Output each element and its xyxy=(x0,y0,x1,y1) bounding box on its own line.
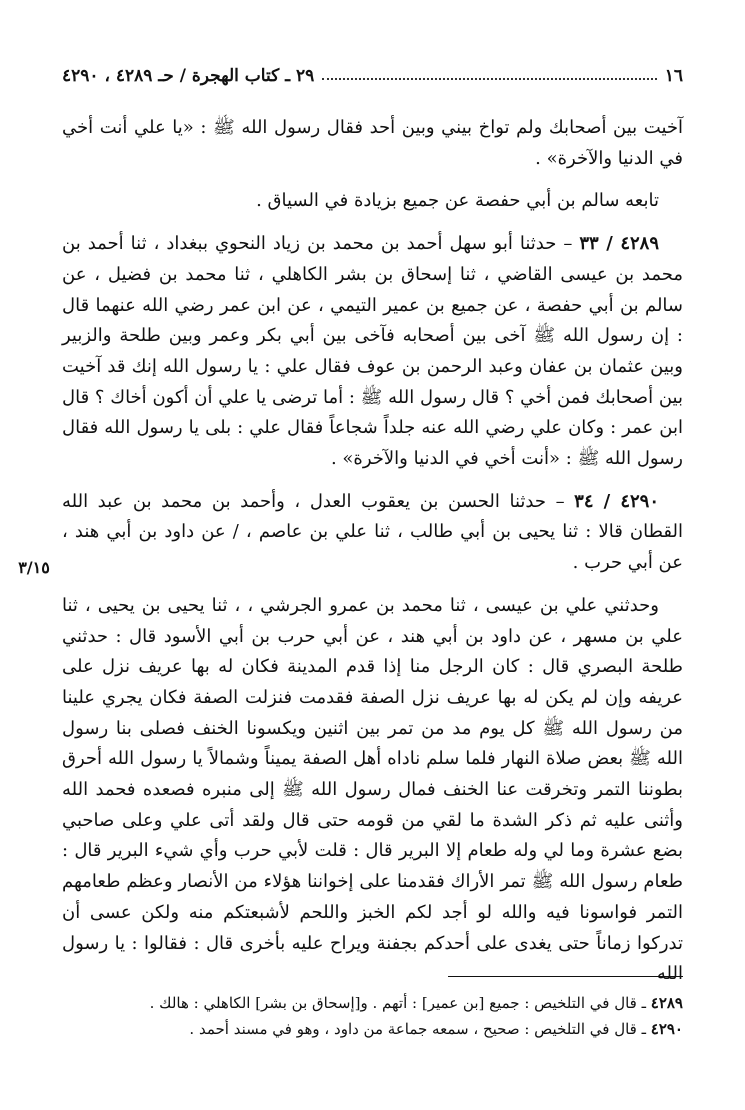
main-text xyxy=(62,113,683,1002)
footnote-text: ـ قال في التلخيص : جميع [بن عمير] : أتهم . و[إسحاق بن بشر] الكاهلي : هالك . xyxy=(149,994,651,1012)
paragraph-continuation: آخيت بين أصحابك ولم تواخ بيني وبين أحد فقال رسول الله ﷺ : «يا علي أنت أخي في الدنيا والآخرة» . xyxy=(62,117,683,169)
footnote-number: ٤٢٩٠ xyxy=(650,1020,683,1038)
footnote-text: ـ قال في التلخيص : صحيح ، سمعه جماعة من داود ، وهو في مسند أحمد . xyxy=(189,1020,651,1038)
footnote-divider xyxy=(448,976,683,977)
footnotes xyxy=(62,990,683,1042)
footnote-number: ٤٢٨٩ xyxy=(650,994,683,1012)
page-number: ١٦ xyxy=(664,66,683,86)
hadith-4290 xyxy=(62,487,683,579)
margin-reference: ٣/١٥ xyxy=(18,558,50,577)
hadith-text: – حدثنا أبو سهل أحمد بن محمد بن زياد النحوي ببغداد ، ثنا أحمد بن محمد بن عيسى القاضي ، ثنا إسحاق بن بشر الكاهلي ، ثنا محمد بن فضيل ، عن سالم بن أبي حفصة ، عن جميع بن عمير التيمي ، عن ابن عمر رضي الله عنهما قال : إن رسول الله ﷺ آخى بين أصحابه فآخى بين أبي بكر وعمر وبين طلحة والزبير وبين عثمان بن عفان وعبد الرحمن بن عوف فقال علي : يا رسول الله إنك قد آخيت بين أصحابك فمن أخي ؟ قال رسول الله ﷺ : أما ترضى يا علي أن أكون أخاك ؟ قال ابن عمر : وكان علي رضي الله عنه جلداً شجاعاً فقال علي : بلى يا رسول الله فقال رسول الله ﷺ : «أنت أخي في الدنيا والآخرة» . xyxy=(62,233,683,470)
hadith-4289 xyxy=(62,229,683,475)
hadith-text: – حدثنا الحسن بن يعقوب العدل ، وأحمد بن محمد بن عبد الله القطان قالا : ثنا يحيى بن أبي طالب ، ثنا علي بن عاصم ، / عن داود بن أبي هند ، عن أبي حرب . xyxy=(62,490,683,574)
hadith-number: ٤٢٩٠ / ٣٤ xyxy=(574,490,660,512)
paragraph-narration: وحدثني علي بن عيسى ، ثنا محمد بن عمرو الجرشي ، ، ثنا يحيى بن يحيى ، ثنا علي بن مسهر ، عن داود بن أبي هند ، عن أبي حرب بن أبي الأسود قال : حدثني طلحة البصري قال : كان الرجل منا إذا قدم المدينة فكان له بها عريف نزل على عريفه وإن لم يكن له بها عريف نزل الصفة فقدمت فنزلت الصفة فكان يجري علينا من رسول الله ﷺ كل يوم مد من تمر بين اثنين ويكسونا الخنف فصلى بنا رسول الله ﷺ بعض صلاة النهار فلما سلم ناداه أهل الصفة يميناً وشمالاً يا رسول الله أحرق بطوننا التمر وتخرقت عنا الخنف فمال رسول الله ﷺ إلى منبره فصعده فحمد الله وأثنى عليه ثم ذكر الشدة ما لقي من قومه حتى قال ولقد أتى علي وعلى صاحبي بضع عشرة وما لي وله طعام إلا البرير قال : قلت لأبي حرب وأي شيء البرير قال : طعام رسول الله ﷺ تمر الأراك فقدمنا على إخواننا هؤلاء من الأنصار وعظم طعامهم التمر فواسونا فيه والله لو أجد لكم الخبز واللحم لأشبعتكم منه ولكن عسى أن تدركوا زماناً حتى يغدى على أحدكم بجفنة ويراح عليه بأخرى قال : فقالوا : يا رسول الله xyxy=(62,594,683,985)
paragraph-note: تابعه سالم بن أبي حفصة عن جميع بزيادة في السياق . xyxy=(256,190,659,212)
footnote-4290 xyxy=(62,1016,683,1042)
running-header xyxy=(62,60,683,86)
running-title: ٢٩ ـ كتاب الهجرة / حـ ٤٢٨٩ ، ٤٢٩٠ xyxy=(62,66,315,86)
hadith-number: ٤٢٨٩ / ٣٣ xyxy=(579,233,659,255)
leader-dots xyxy=(322,77,656,80)
footnote-4289 xyxy=(62,990,683,1016)
